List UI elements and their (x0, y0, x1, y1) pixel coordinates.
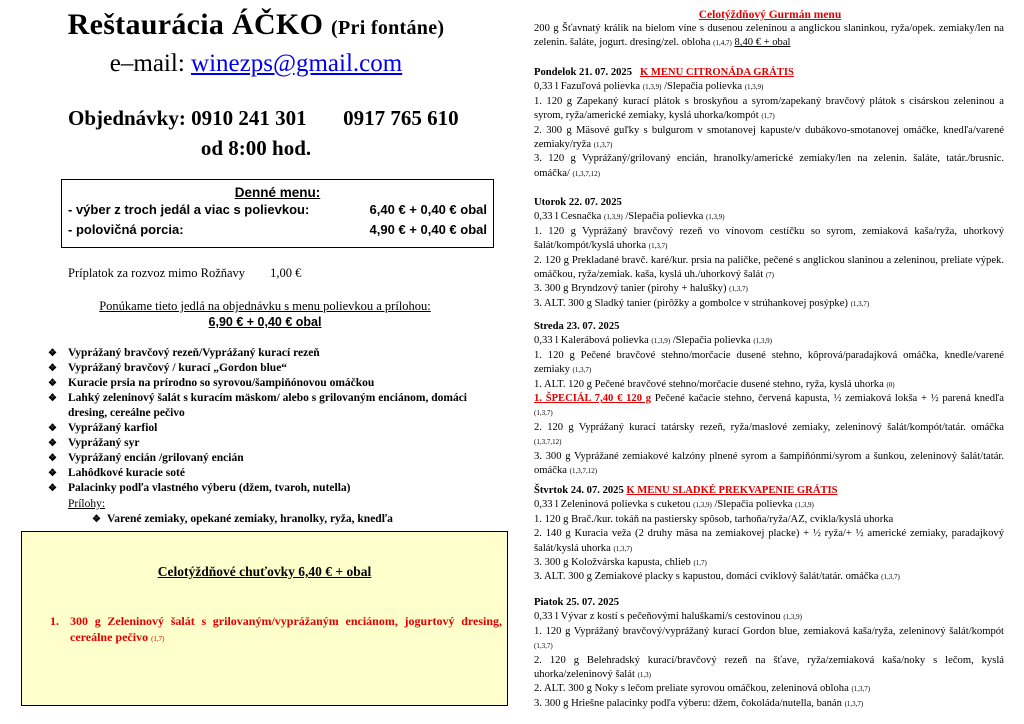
list-item: 3. 300 g Bryndzový tanier (pirohy + halušky) (1,3,7) (534, 283, 748, 295)
list-item: ❖ Kuracie prsia na prírodno so syrovou/šampiňónovou omáčkou (48, 377, 375, 389)
daily-row-label: - polovičná porcia: (68, 222, 184, 237)
list-item: 0,33 l Kalerábová polievka (1,3,9) /Slepačia polievka (1,3,9) (534, 335, 772, 347)
list-item: ❖ Palacinky podľa vlastného výberu (džem, tvaroh, nutella) (48, 482, 351, 494)
list-item: 2. 120 g Prekladané bravč. karé/kur. prsia na paličke, pečené s anglickou slaninou a zeleninou, preliate výpek. omáčkou, ryža/zemiak. kaša, kyslá uh./uhorkový šalát (7) (534, 254, 1004, 281)
gurman-heading: Celotýždňový Gurmán menu (698, 9, 842, 21)
day-friday (534, 596, 1004, 711)
daily-menu-row (62, 220, 493, 240)
diamond-bullet-icon: ❖ (48, 438, 57, 449)
list-item: 2. 140 g Kuracia veža (2 druhy mäsa na zemiakovej placke) + ½ ryža/+ ½ americké zemiaky, paradajkový šalát/kyslá uhorka (1,3,7) (534, 528, 1004, 554)
list-item: 0,33 l Zeleninová polievka s cuketou (1,3,9) /Slepačia polievka (1,3,9) (534, 499, 814, 511)
phone-1[interactable]: 0910 241 301 (191, 106, 307, 130)
day-monday (534, 66, 1004, 181)
day-tuesday (534, 196, 1004, 311)
delivery-surcharge (68, 266, 301, 281)
surcharge-label: Príplatok za rozvoz mimo Rožňavy (68, 266, 246, 280)
orders-line (68, 106, 459, 131)
list-item: ❖ Vyprážaný bravčový / kurací „Gordon blue“ (48, 362, 288, 374)
list-item: 2. 120 g Belehradský kurací/bravčový rezeň na šťave, ryža/zemiaková kaša/noky s lečom, kyslá uhorka/zeleninový šalát (1,3) (534, 654, 1004, 681)
list-item: ❖ Vyprážaný encián /grilovaný encián (48, 452, 244, 464)
list-item: ❖ Vyprážaný bravčový rezeň/Vyprážaný kurací rezeň (48, 347, 320, 359)
daily-row-price: 4,90 € + 0,40 € obal (369, 222, 487, 237)
day-heading: Piatok 25. 07. 2025 (534, 597, 620, 608)
email-link[interactable]: winezps@gmail.com (191, 50, 403, 77)
diamond-bullet-icon: ❖ (48, 453, 57, 464)
restaurant-title (0, 8, 512, 42)
list-item: 3. 300 g Koložvárska kapusta, chlieb (1,7) (534, 557, 707, 569)
list-item: 3. 300 g Vyprážané zemiakové kalzóny plnené syrom a šampiňónmi/syrom a šunkou, zeleninový šalát/tatár. omáčka (1,3,7,12) (534, 450, 1004, 477)
diamond-bullet-icon: ❖ (48, 348, 57, 359)
list-item: 3. ALT. 300 g Zemiakové placky s kapustou, domáci cviklový šalát/tatár. omáčka (1,3,7) (534, 571, 900, 583)
allergens: (1,4,7) (713, 39, 732, 48)
list-item: ❖ Vyprážaný syr (48, 437, 140, 449)
item-text: 300 g Zeleninový šalát s grilovaným/vyprážaným enciánom, jogurtový dresing, cereálne pečivo (70, 614, 502, 644)
special-label: 1. ŠPECIÁL 7,40 € 120 g (534, 393, 652, 405)
email-line (0, 50, 512, 78)
list-item: 1. 120 g Vyprážaný bravčový/vyprážaný kurací Gordon blue, zemiaková kaša/ryža, zeleninový šalát/kompót (1,3,7) (534, 625, 1004, 651)
gurman-text: 200 g Šťavnatý králik na bielom víne s dusenou zeleninou a anglickou slaninkou, ryža/opek. zemiaky/len na zelenin. šaláte, jogurt. dresing/zel. obloha (1,4,7) 8,40 € + obal (534, 23, 1004, 49)
dish-list (48, 346, 498, 496)
list-item: 1. 120 g Zapekaný kurací plátok s broskyňou a syrom/zapekaný bravčový plátok s cisárskou zeleninou a syrom, ryža/americké zemiaky, kyslá uhorka/kompót (1,7) (534, 95, 1004, 122)
list-item: 2. ALT. 300 g Noky s lečom preliate syrovou omáčkou, zeleninová obloha (1,3,7) (534, 683, 871, 695)
day-thursday (534, 484, 1004, 585)
surcharge-value: 1,00 € (270, 266, 302, 280)
list-item: 1. ALT. 120 g Pečené bravčové stehno/morčacie dusené stehno, ryža, kyslá uhorka (0) (534, 378, 895, 390)
sides-label: Prílohy: (68, 498, 106, 510)
day-heading: Pondelok 21. 07. 2025 K MENU CITRONÁDA GRÁTIS (534, 67, 794, 78)
day-heading: Streda 23. 07. 2025 (534, 321, 620, 332)
list-item: 0,33 l Fazuľová polievka (1,3,9) /Slepačia polievka (1,3,9) (534, 81, 764, 93)
diamond-bullet-icon: ❖ (48, 483, 57, 494)
list-item: 0,33 l Cesnačka (1,3,9) /Slepačia polievka (1,3,9) (534, 211, 725, 223)
diamond-bullet-icon: ❖ (48, 423, 57, 434)
list-item: 1. 120 g Vyprážaný bravčový rezeň vo vínovom cestíčku so syrom, zemiaková kaša/ryža, uhorkový šalát/kompót/kyslá uhorka (1,3,7) (534, 225, 1004, 252)
order-note-text: Ponúkame tieto jedlá na objednávku s menu polievkou a prílohou: (99, 299, 431, 313)
list-item: ❖ Lahký zeleninový šalát s kuracím mäskom/ alebo s grilovaným enciánom, domáci dresing, cereálne pečivo (48, 392, 467, 419)
daily-row-price: 6,40 € + 0,40 € obal (369, 202, 487, 217)
diamond-bullet-icon: ❖ (48, 363, 57, 374)
restaurant-subtitle: (Pri fontáne) (331, 17, 445, 39)
right-column (528, 0, 1012, 724)
list-item: 0,33 l Vývar z kostí s pečeňovými haluškami/s cestovinou (1,3,9) (534, 611, 802, 623)
list-item: ❖ Vyprážaný karfiol (48, 422, 158, 434)
day-wednesday (534, 320, 1004, 478)
list-item: 2. 120 g Vyprážaný kurací tatársky rezeň, ryža/maslové zemiaky, zeleninový šalát/kompót/tatár. omáčka (1,3,7,12) (534, 421, 1004, 447)
daily-menu-heading: Denné menu: (234, 185, 321, 200)
diamond-bullet-icon: ❖ (48, 378, 57, 389)
list-item: 3. ALT. 300 g Sladký tanier (pirôžky a gombolce v strúhankovej posýpke) (1,3,7) (534, 297, 870, 309)
list-item: 3. 120 g Vyprážaný/grilovaný encián, hranolky/americké zemiaky/len na zelenin. šaláte, tatár./brusnic. omáčka/ (1,3,7,12) (534, 153, 1004, 179)
list-item: 1. ŠPECIÁL 7,40 € 120 g Pečené kačacie stehno, červená kapusta, ½ zemiaková lokša + ½ parená knedľa (1,3,7) (534, 393, 1005, 418)
gurman-price: 8,40 € + obal (734, 37, 791, 49)
weekly-snacks-box (21, 531, 508, 706)
weekly-snacks-heading: Celotýždňové chuťovky 6,40 € + obal (157, 564, 372, 579)
daily-menu-row (62, 200, 493, 220)
day-heading: Utorok 22. 07. 2025 (534, 197, 622, 208)
email-label: e–mail: (109, 50, 185, 77)
daily-menu-box (61, 179, 494, 248)
day-promo: K MENU SLADKÉ PREKVAPENIE GRÁTIS (626, 485, 838, 496)
list-item: ❖ Lahôdkové kuracie soté (48, 467, 185, 479)
opening-hours: od 8:00 hod. (200, 136, 312, 160)
day-promo: K MENU CITRONÁDA GRÁTIS (639, 67, 794, 78)
day-heading: Štvrtok 24. 07. 2025 K MENU SLADKÉ PREKVAPENIE GRÁTIS (534, 485, 838, 496)
list-item: 2. 300 g Mäsové guľky s bulgurom v smotanovej kapuste/v dubákovo-smotanovej omáčke, knedľa/varené zemiaky/ryža (1,3,7) (534, 124, 1004, 151)
list-item: 1. 120 g Pečené bravčové stehno/morčacie dusené stehno, kôprová/paradajková omáčka, knedle/varené zemiaky (1,3,7) (534, 349, 1004, 376)
daily-row-label: - výber z troch jedál a viac s polievkou: (68, 202, 310, 217)
allergens: (1,7) (151, 635, 165, 643)
item-number: 1. (50, 614, 59, 628)
list-item: 1. 120 g Brač./kur. tokáň na pastiersky spôsob, tarhoňa/ryža/AZ, cvikla/kyslá uhorka (534, 513, 894, 525)
sides-item: ❖ Varené zemiaky, opekané zemiaky, hranolky, ryža, knedľa (92, 513, 393, 525)
diamond-bullet-icon: ❖ (92, 514, 101, 525)
weekly-snack-item (50, 613, 502, 647)
phone-2[interactable]: 0917 765 610 (343, 106, 459, 130)
orders-label: Objednávky: (68, 106, 186, 130)
list-item: 3. 300 g Hriešne palacinky podľa výberu: džem, čokoláda/nutella, banán (1,3,7) (534, 697, 864, 709)
order-note-price: 6,90 € + 0,40 € obal (208, 315, 322, 329)
restaurant-name: Reštaurácia ÁČKO (67, 8, 324, 41)
diamond-bullet-icon: ❖ (48, 468, 57, 479)
diamond-bullet-icon: ❖ (48, 393, 57, 404)
order-note (0, 298, 530, 330)
